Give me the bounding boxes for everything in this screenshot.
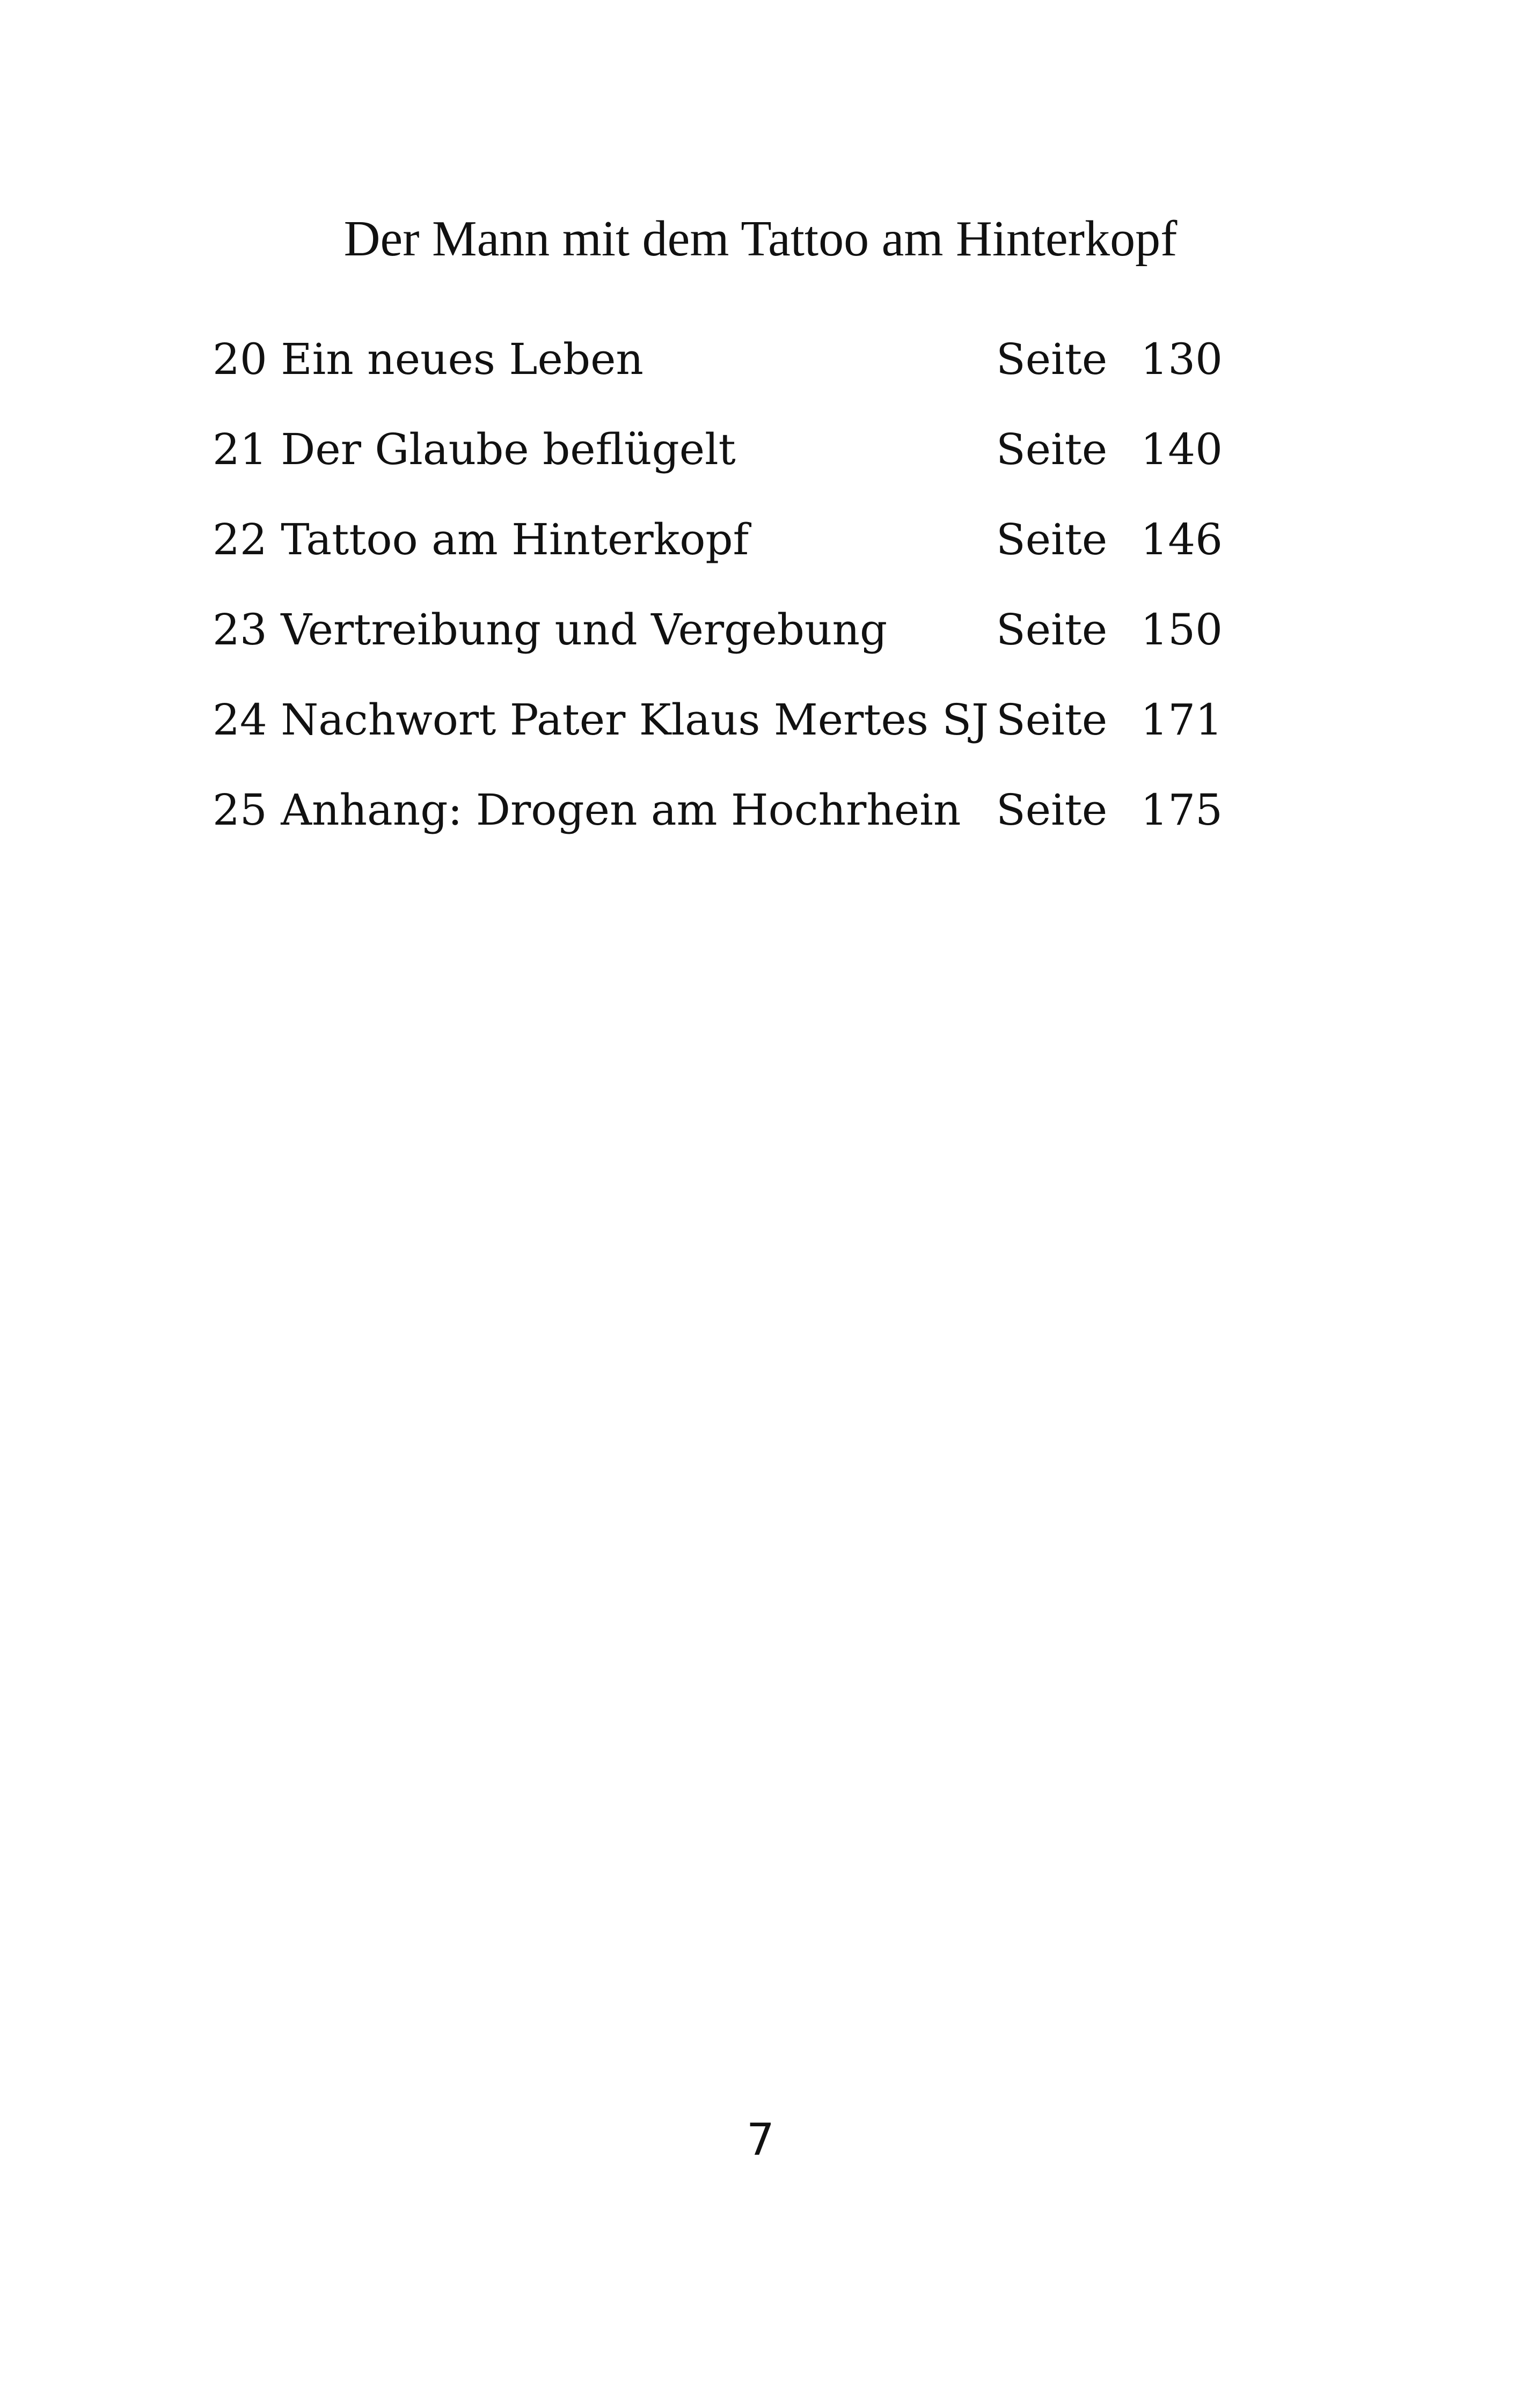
toc-entry-seite-label: Seite: [996, 605, 1108, 655]
page-number: 7: [746, 2115, 775, 2165]
toc-entry-title: 24 Nachwort Pater Klaus Mertes SJ: [213, 695, 989, 745]
toc-entry-title: 22 Tattoo am Hinterkopf: [213, 515, 749, 564]
toc-entry-25[interactable]: [0, 785, 1521, 879]
table-of-contents: [0, 334, 1521, 879]
toc-entry-page-number: 175: [1140, 785, 1223, 835]
toc-entry-page-number: 150: [1140, 605, 1223, 655]
toc-entry-21[interactable]: [0, 424, 1521, 518]
toc-entry-seite-label: Seite: [996, 515, 1108, 564]
toc-entry-page-number: 171: [1140, 695, 1223, 745]
toc-entry-title: 20 Ein neues Leben: [213, 334, 644, 384]
toc-entry-20[interactable]: [0, 334, 1521, 428]
toc-entry-22[interactable]: [0, 515, 1521, 608]
page-title: Der Mann mit dem Tattoo am Hinterkopf: [343, 211, 1178, 267]
toc-entry-seite-label: Seite: [996, 695, 1108, 745]
toc-entry-seite-label: Seite: [996, 334, 1108, 384]
toc-entry-24[interactable]: [0, 695, 1521, 789]
toc-entry-23[interactable]: [0, 605, 1521, 699]
toc-entry-seite-label: Seite: [996, 424, 1108, 474]
toc-entry-title: 21 Der Glaube beflügelt: [213, 424, 736, 474]
toc-entry-page-number: 146: [1140, 515, 1223, 564]
toc-entry-title: 25 Anhang: Drogen am Hochrhein: [213, 785, 961, 835]
toc-entry-page-number: 130: [1140, 334, 1223, 384]
toc-entry-seite-label: Seite: [996, 785, 1108, 835]
toc-entry-page-number: 140: [1140, 424, 1223, 474]
toc-entry-title: 23 Vertreibung und Vergebung: [213, 605, 888, 655]
